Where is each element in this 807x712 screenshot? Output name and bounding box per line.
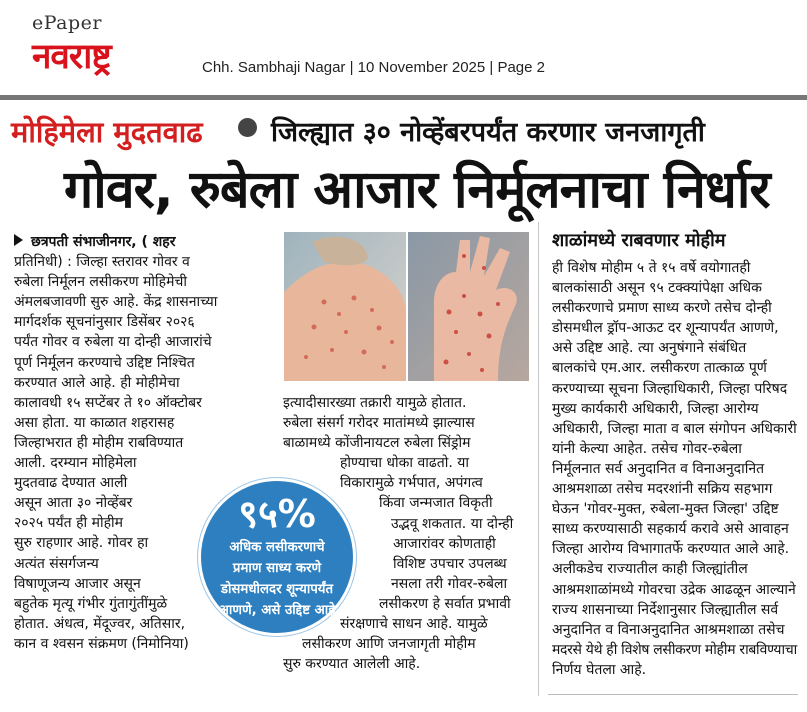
badge-line: आणणे, असे उद्दिष्ट आहे <box>218 603 336 618</box>
header-divider <box>0 95 807 100</box>
section-heading: शाळांमध्ये राबवणार मोहीम <box>552 230 726 251</box>
rash-photo[interactable] <box>284 232 529 381</box>
text-line: सुरु करण्यात आलेली आहे. <box>283 656 421 673</box>
text-line: ही विशेष मोहीम ५ ते १५ वर्षे वयोगातही <box>552 260 751 276</box>
text-line: जिल्हाभरात ही मोहीम राबविण्यात <box>14 434 184 451</box>
text-line: अनुदानित व विनाअनुदानित आश्रमशाळा तसेच <box>552 621 785 638</box>
text-line: असा होता. या काळात शहरासह <box>14 414 175 431</box>
percentage-badge <box>198 478 356 636</box>
badge-line: प्रमाण साध्य करणे <box>232 561 322 576</box>
text-line: सुरु राहणार आहे. गोवर हा <box>14 535 149 552</box>
text-line: आश्रमशाळा तसेच मदरशांनी सक्रिय सहभाग <box>552 481 773 498</box>
badge-caption <box>207 537 347 621</box>
article-column-3 <box>552 258 797 680</box>
text-line: असून आता ३० नोव्हेंबर <box>14 495 133 512</box>
text-line: बहुतेक मृत्यू गंभीर गुंतागुंतींमुळे <box>14 595 168 612</box>
text-line: लसीकरणाचे प्रमाण साध्य करणे तसेच दोन्ही <box>552 300 772 317</box>
back-skin-shape <box>284 262 406 381</box>
text-line: डोसमधील ड्रॉप-आऊट दर शून्यापर्यंत आणणे, <box>552 320 779 337</box>
text-line: रुबेला निर्मूलन लसीकरण मोहिमेची <box>14 274 187 291</box>
sub-headline: जिल्ह्यात ३० नोव्हेंबरपर्यंत करणार जनजागृती <box>271 117 705 148</box>
text-line: नसला तरी गोवर-रुबेला <box>391 575 508 592</box>
text-line: उद्भवू शकतात. या दोन्ही <box>391 515 514 532</box>
text-line: यांनी केल्या आहेत. तसेच गोवर-रुबेला <box>552 440 742 457</box>
text-line: होतात. अंधत्व, मेंदूज्वर, अतिसार, <box>14 615 186 632</box>
text-line: मार्गदर्शक सूचनांनुसार डिसेंबर २०२६ <box>14 314 195 331</box>
text-line: संरक्षणाचे साधन आहे. यामुळे <box>340 616 488 633</box>
text-line: प्रतिनिधी) : जिल्हा स्तरावर गोवर व <box>14 254 190 271</box>
text-line: इत्यादीसारख्या तक्रारी यामुळे होतात. <box>283 395 467 411</box>
text-line: बालकांचे एम.आर. लसीकरण तात्काळ पूर्ण <box>552 360 767 377</box>
text-line: विकारामुळे गर्भपात, अपंगत्व <box>340 475 483 492</box>
text-line: विशिष्ट उपचार उपलब्ध <box>393 555 507 572</box>
bullet-dot-icon <box>238 118 257 137</box>
text-line: असे उद्दिष्ट आहे. त्या अनुषंगाने संबंधित <box>552 340 747 357</box>
badge-line: डोसमधीलदर शून्यापर्यंत <box>220 582 334 597</box>
text-line: २०२५ पर्यंत ही मोहीम <box>14 515 124 532</box>
text-line: विषाणूजन्य आजार असून <box>14 575 141 592</box>
text-line: लसीकरण हे सर्वात प्रभावी <box>379 595 511 612</box>
text-line: निर्मूलनात सर्व अनुदानित व विनाअनुदानित <box>552 460 765 477</box>
text-line: आली. दरम्यान मोहिमेला <box>14 455 137 472</box>
article-dateline: छत्रपती संभाजीनगर, ( शहर <box>14 232 272 252</box>
text-line: होण्याचा धोका वाढतो. या <box>340 455 470 472</box>
text-line: निर्णय घेतला आहे. <box>552 661 647 678</box>
play-triangle-icon <box>14 234 23 246</box>
text-line: कान व श्वसन संक्रमण (निमोनिया) <box>14 635 189 652</box>
text-line: अंमलबजावणी सुरु आहे. केंद्र शासनाच्या <box>14 294 218 311</box>
badge-line: अधिक लसीकरणाचे <box>229 540 325 555</box>
text-line: करण्याच्या सूचना जिल्हाधिकारी, जिल्हा परिषद <box>552 380 788 397</box>
text-line: आजारांवर कोणताही <box>393 535 496 552</box>
text-line: मदरसे येथे ही विशेष लसीकरण मोहीम राबविण्याचा <box>552 641 797 658</box>
text-line: कालावधी १५ सप्टेंबर ते १० ऑक्टोबर <box>14 394 202 411</box>
text-line: पूर्ण निर्मूलन करण्याचे उद्दिष्ट निश्चित <box>14 354 195 371</box>
text-line: साध्य करण्यासाठी सहकार्य करावे असे आवाहन <box>552 521 789 538</box>
kicker-headline: मोहिमेला मुदतवाढ <box>11 115 203 149</box>
epaper-label: ePaper <box>32 12 102 34</box>
text-line: अत्यंत संसर्गजन्य <box>14 555 99 572</box>
text-line: बालकांसाठी असून ९५ टक्क्यांपेक्षा अधिक <box>552 280 762 297</box>
text-line: आश्रमशाळांमध्ये गोवरचा उद्रेक आढळून आल्याने <box>552 581 796 598</box>
text-line: मुदतवाढ देण्यात आली <box>14 475 128 492</box>
text-line: करण्यात आले आहे. ही मोहीमेचा <box>14 374 180 391</box>
badge-number: ९५% <box>238 492 316 536</box>
column-bottom-rule <box>548 694 798 695</box>
text-line: राज्य शासनाच्या निर्देशानुसार जिल्ह्यातील सर्व <box>552 601 779 618</box>
text-line: अलीकडेच राज्यातील काही जिल्ह्यांतील <box>552 561 748 578</box>
edition-dateline: Chh. Sambhaji Nagar | 10 November 2025 | Page 2 <box>202 59 545 76</box>
text-line: घेऊन 'गोवर-मुक्त, रुबेला-मुक्त जिल्हा' उद्दिष्ट <box>552 501 779 518</box>
text-line: अधिकारी, जिल्हा माता व बाल संगोपन अधिकारी <box>552 420 797 437</box>
newspaper-logo[interactable]: नवराष्ट्र <box>32 37 111 77</box>
main-headline: गोवर, रुबेला आजार निर्मूलनाचा निर्धार <box>64 160 770 220</box>
text-line: जिल्हा आरोग्य विभागातर्फे करण्यात आले आहे. <box>552 541 790 558</box>
text-line: बाळामध्ये कोंजीनायटल रुबेला सिंड्रोम <box>283 435 471 452</box>
text-line: किंवा जन्मजात विकृती <box>379 495 493 512</box>
column-divider <box>538 222 539 696</box>
text-line: मुख्य कार्यकारी अधिकारी, जिल्हा आरोग्य <box>552 400 759 417</box>
text-line: पर्यंत गोवर व रुबेला या दोन्ही आजारांचे <box>14 334 212 351</box>
text-line: रुबेला संसर्ग गरोदर मातांमध्ये झाल्यास <box>283 415 475 432</box>
text-line: लसीकरण आणि जनजागृती मोहीम <box>302 636 476 653</box>
